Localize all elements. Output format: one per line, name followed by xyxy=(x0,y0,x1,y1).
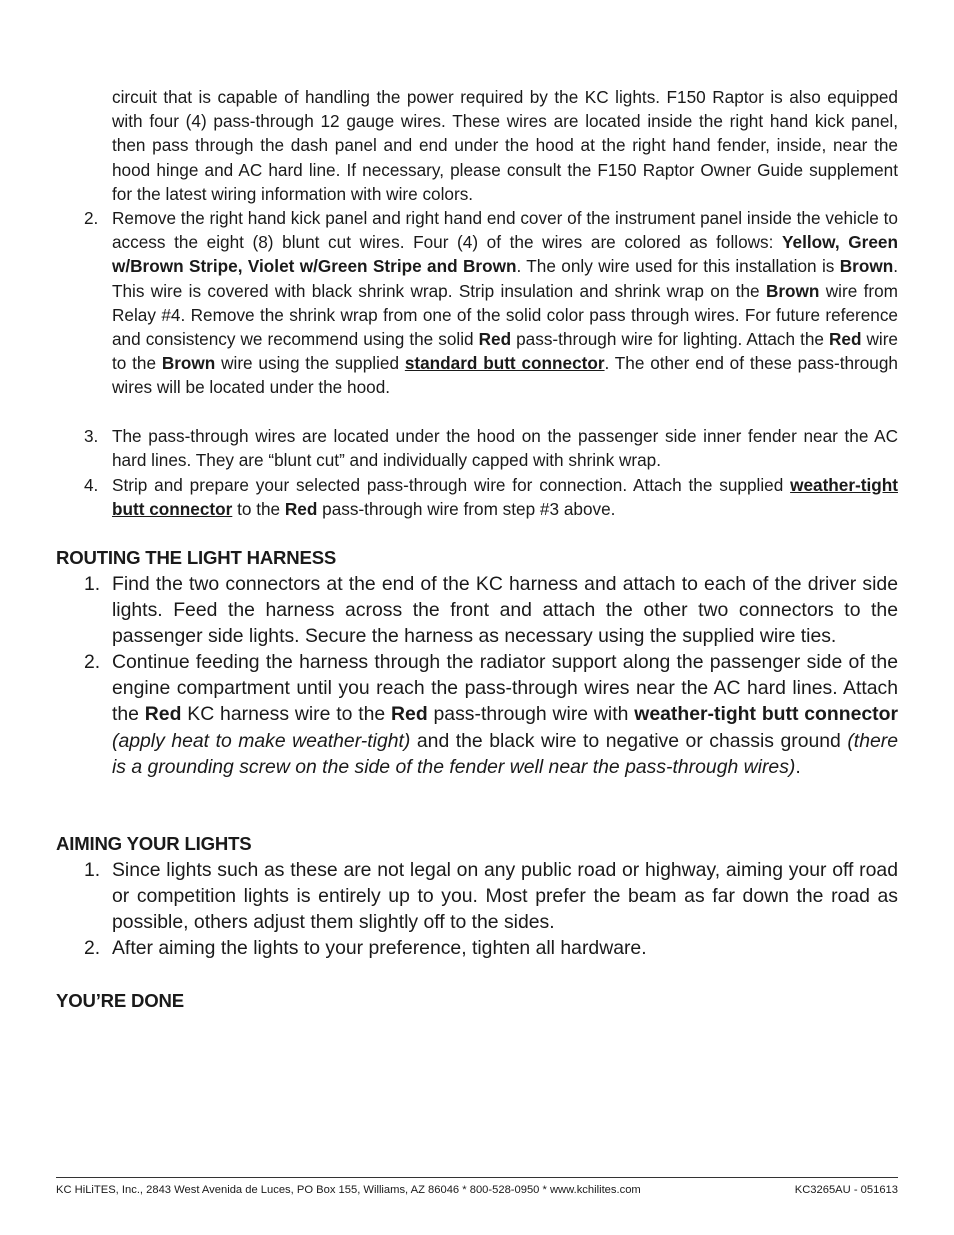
step-text: and the black wire to negative or chassis ground xyxy=(410,729,848,752)
step-text: . The other end of these pass-through wires will be located under the hood. xyxy=(112,353,898,398)
install-step-2 xyxy=(84,206,898,400)
wire-color-red: Red xyxy=(284,499,318,520)
step-text: . The only wire used for this installation is xyxy=(516,256,840,277)
step-text: After aiming the lights to your preference, tighten all hardware. xyxy=(112,937,647,959)
install-step-3 xyxy=(84,424,898,472)
heat-note: (apply heat to make weather-tight) xyxy=(112,729,411,752)
step-text: pass-through wire with xyxy=(427,703,635,726)
step-text: Continue feeding the harness through the radiator support along the passenger side of the engine compartment until you reach the pass-through wires near the AC hard lines. Attach the xyxy=(112,651,898,726)
done-heading: YOU’RE DONE xyxy=(56,990,184,1011)
wire-color-red: Red xyxy=(391,703,428,726)
step-number: 4. xyxy=(84,475,99,495)
footer-rule xyxy=(56,1177,898,1178)
step-number: 1. xyxy=(84,859,101,881)
step-text: . xyxy=(795,755,801,778)
step-text: Remove the right hand kick panel and right hand end cover of the instrument panel inside the vehicle to access the eight (8) blunt cut wires. Four (4) of the wires are colored as follows: xyxy=(112,208,898,253)
step-text: wire using the supplied xyxy=(215,353,405,374)
step-number: 2. xyxy=(84,937,101,959)
step-number: 2. xyxy=(84,651,101,673)
step-text: to the xyxy=(232,499,285,520)
routing-step-2 xyxy=(84,649,898,780)
footer-address: KC HiLiTES, Inc., 2843 West Avenida de Luces, PO Box 155, Williams, AZ 86046 * 800-528-0950 * www.kchilites.com xyxy=(56,1184,641,1196)
step-text: Find the two connectors at the end of the KC harness and attach to each of the driver side lights. Feed the harness across the front and attach the other two connectors to the passenger side lights. Secure the harness as necessary using the supplied wire ties. xyxy=(112,573,898,648)
step-text: Since lights such as these are not legal on any public road or highway, aiming your off road or competition lights is entirely up to you. Most prefer the beam as far down the road as possible, others adjust them slightly off to the sides. xyxy=(112,859,898,934)
step-text: wire to the xyxy=(112,329,898,374)
routing-step-1 xyxy=(84,571,898,650)
install-step-4 xyxy=(84,473,898,521)
step-number: 2. xyxy=(84,208,99,228)
wire-color-red: Red xyxy=(144,703,182,726)
aiming-step-2 xyxy=(84,935,898,961)
step-text: KC harness wire to the xyxy=(181,703,392,726)
wire-color-red: Red xyxy=(478,329,512,350)
standard-butt-connector: standard butt connector xyxy=(404,353,605,374)
step-number: 1. xyxy=(84,573,101,595)
step-text: Strip and prepare your selected pass-through wire for connection. Attach the supplied xyxy=(112,475,791,495)
grounding-note: (there is a grounding screw on the side of the fender well near the pass-through wires) xyxy=(112,729,898,778)
wire-color-red: Red xyxy=(828,329,862,350)
step-text: pass-through wire for lighting. Attach the xyxy=(511,329,829,350)
wire-color-brown: Brown xyxy=(161,353,216,374)
step-text: wire from Relay #4. Remove the shrink wrap from one of the solid color pass through wires. For future reference and consistency we recommend using the solid xyxy=(112,280,898,350)
intro-paragraph: circuit that is capable of handling the power required by the KC lights. F150 Raptor is also equipped with four (4) pass-through 12 gauge wires. These wires are located inside the right hand kick panel, then pass through the dash panel and end under the hood at the right hand fender, inside, near the hood hinge and AC hard line. If necessary, please consult the F150 Raptor Owner Guide supplement for the latest wiring information with wire colors. xyxy=(112,87,898,204)
routing-heading: ROUTING THE LIGHT HARNESS xyxy=(56,547,337,568)
footer-doc-code: KC3265AU - 051613 xyxy=(794,1184,898,1196)
aiming-step-1 xyxy=(84,857,898,936)
step-number: 3. xyxy=(84,426,99,446)
wire-colors: Yellow, Green w/Brown Stripe, Violet w/Green Stripe and Brown xyxy=(112,232,898,277)
step-text: pass-through wire from step #3 above. xyxy=(317,499,616,520)
wire-color-brown: Brown xyxy=(765,280,820,301)
aiming-heading: AIMING YOUR LIGHTS xyxy=(56,833,252,854)
step-text: . This wire is covered with black shrink wrap. Strip insulation and shrink wrap on the xyxy=(112,256,898,301)
step-text: The pass-through wires are located under the hood on the passenger side inner fender near the AC hard lines. They are “blunt cut” and individually capped with shrink wrap. xyxy=(112,426,898,471)
wire-color-brown: Brown xyxy=(839,256,894,277)
weather-tight-butt-connector: weather-tight butt connector xyxy=(634,703,898,726)
weather-tight-butt-connector: weather-tight butt connector xyxy=(112,475,898,520)
